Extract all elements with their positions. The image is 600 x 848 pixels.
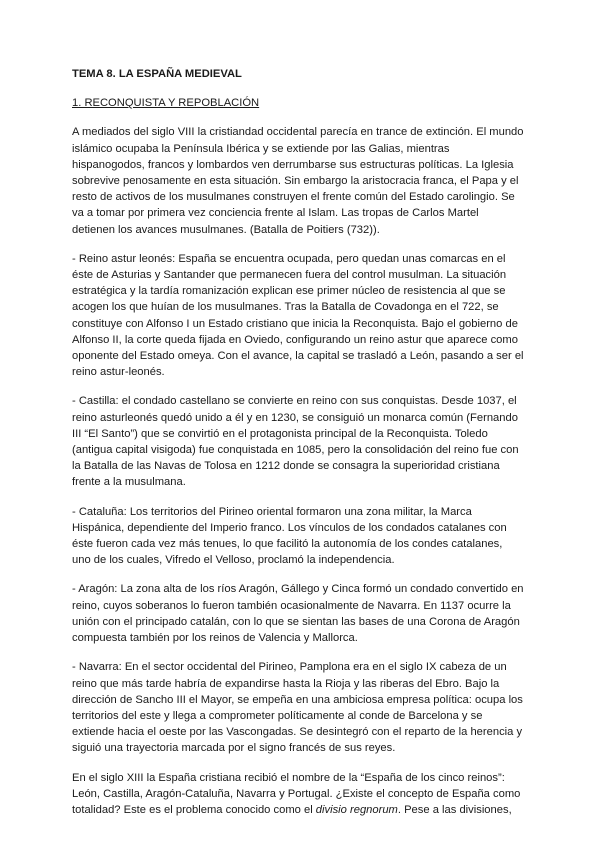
paragraph-navarra: - Navarra: En el sector occidental del Pirineo, Pamplona era en el siglo IX cabeza de un reino que más tarde habría de expandirse hasta la Rioja y las riberas del Ebro. Bajo la dirección de Sancho III el Mayor, se empeña en una ambiciosa empresa política: ocupa los territorios del este y llega a comprometer políticamente al conde de Barcelona y se extiende hacia el oeste por las Vascongadas. Se desintegró con el reparto de la herencia y siguió una trayectoria marcada por el signo francés de sus reyes. [72, 661, 523, 755]
paragraph-aragon: - Aragón: La zona alta de los ríos Aragón, Gállego y Cinca formó un condado convertido en reino, cuyos soberanos lo fueron también ocasionalmente de Navarra. En 1137 ocurre la unión con el principado catalán, con lo que se sientan las bases de una Corona de Aragón compuesta también por los reinos de Valencia y Mallorca. [72, 583, 524, 645]
paragraph-cinco-reinos [72, 770, 524, 819]
cinco-reinos-text-start: En el siglo XIII la España cristiana recibió el nombre de la “España de los cinco reinos”: León, Castilla, Aragón-Cataluña, Navarra y Portugal. ¿Existe el concepto de España como totalidad? Este es el problema conocido como el [72, 771, 521, 816]
paragraph-castilla: - Castilla: el condado castellano se convierte en reino con sus conquistas. Desde 1037, el reino asturleonés quedó unido a él y en 1230, se consiguió un monarca común (Fernando III “El Santo”) que se convirtió en el protagonista principal de la Reconquista. Toledo (antigua capital visigoda) fue conquistada en 1085, pero la consolidación del reino fue con la Batalla de las Navas de Tolosa en 1212 donde se consagra la superioridad cristiana frente a la musulmana. [72, 395, 519, 489]
paragraph-astur-leones: - Reino astur leonés: España se encuentra ocupada, pero quedan unas comarcas en el éste de Asturias y Santander que permanecen fuera del control musulman. La situación estratégica y la tardía romanización explican ese primer núcleo de resistencia al que se acogen los que huían de los musulmanes. Tras la Batalla de Covadonga en el 722, se constituye con Alfonso I un Estado cristiano que inicia la Reconquista. Bajo el gobierno de Alfonso II, la corte queda fijada en Oviedo, configurando un reino astur que aparece como oponente del Estado omeya. Con el avance, la capital se trasladó a León, pasando a ser el reino astur-leonés. [72, 252, 524, 379]
document-page [72, 66, 524, 831]
cinco-reinos-text-end: . Pese a las divisiones, [397, 803, 512, 816]
paragraph-intro: A mediados del siglo VIII la cristiandad occidental parecía en trance de extinción. El mundo islámico ocupaba la Península Ibérica y se extiende por las Galias, mientras hispanogodos, francos y lombardos ven derrumbarse sus estructuras políticas. La Iglesia sobrevive penosamente en esta situación. Sin embargo la aristocracia franca, el Papa y el resto de activos de los musulmanes construyen el frente común del Estado carolingio. Se va a tomar por primera vez conciencia frente al Islam. Las tropas de Carlos Martel detienen los avances musulmanes. (Batalla de Poitiers (732)). [72, 126, 524, 236]
divisio-regnorum-term: divisio regnorum [315, 803, 398, 816]
document-title: TEMA 8. LA ESPAÑA MEDIEVAL [72, 68, 242, 80]
section-title: 1. RECONQUISTA Y REPOBLACIÓN [72, 97, 260, 110]
paragraph-cataluna: - Cataluña: Los territorios del Pirineo oriental formaron una zona militar, la Marca Hispánica, dependiente del Imperio franco. Los vínculos de los condados catalanes con éste fueron cada vez más tenues, lo que facilitó la autonomía de los condes catalanes, uno de los cuales, Vifredo el Velloso, proclamó la independencia. [72, 505, 507, 567]
